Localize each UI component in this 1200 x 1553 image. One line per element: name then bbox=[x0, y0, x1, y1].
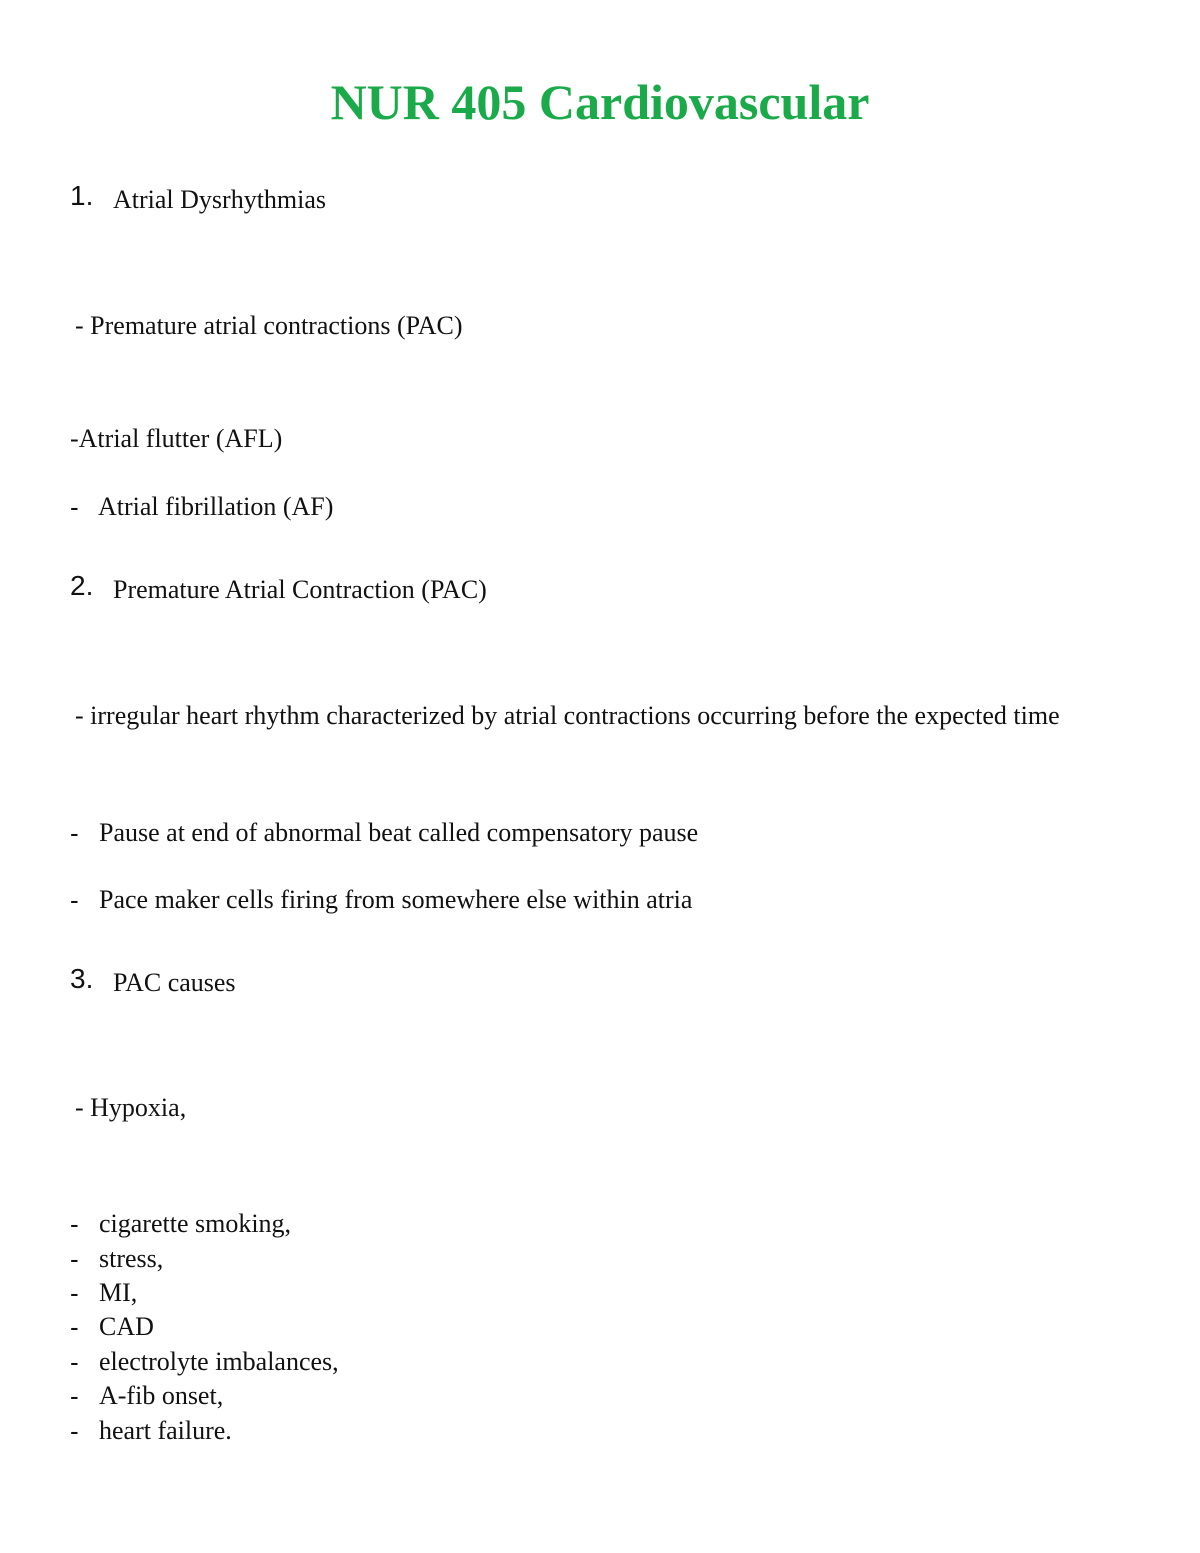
section-number: 1. bbox=[70, 180, 94, 211]
list-item: -Atrial flutter (AFL) bbox=[70, 424, 283, 453]
bullet-dash: - bbox=[70, 1278, 79, 1308]
bullet-dash: - bbox=[70, 1416, 79, 1446]
bullet-dash: - bbox=[70, 1347, 79, 1377]
bullet-dash: - bbox=[70, 818, 79, 848]
list-item: - Hypoxia, bbox=[75, 1093, 187, 1122]
list-item-text: electrolyte imbalances, bbox=[99, 1347, 339, 1376]
list-item-text: Atrial fibrillation (AF) bbox=[98, 492, 334, 521]
list-item-text: CAD bbox=[99, 1312, 154, 1341]
list-item-text: A-fib onset, bbox=[99, 1381, 224, 1410]
list-item: - Premature atrial contractions (PAC) bbox=[75, 311, 463, 340]
section-heading-text: PAC causes bbox=[113, 968, 236, 997]
bullet-dash: - bbox=[70, 492, 79, 522]
section-heading-text: Premature Atrial Contraction (PAC) bbox=[113, 575, 487, 604]
section-number: 2. bbox=[70, 570, 94, 601]
bullet-dash: - bbox=[70, 1381, 79, 1411]
list-item-text: stress, bbox=[99, 1244, 164, 1273]
document-title: NUR 405 Cardiovascular bbox=[330, 74, 870, 130]
bullet-dash: - bbox=[70, 1244, 79, 1274]
list-item-text: MI, bbox=[99, 1278, 138, 1307]
list-item-text: Pause at end of abnormal beat called compensatory pause bbox=[99, 818, 699, 847]
list-item-text: cigarette smoking, bbox=[99, 1209, 292, 1238]
bullet-dash: - bbox=[70, 1209, 79, 1239]
list-item-text: heart failure. bbox=[99, 1416, 232, 1445]
list-item-text: Pace maker cells firing from somewhere else within atria bbox=[99, 885, 693, 914]
bullet-dash: - bbox=[70, 1312, 79, 1342]
list-item: - irregular heart rhythm characterized by atrial contractions occurring before the expected time bbox=[75, 701, 1060, 730]
section-number: 3. bbox=[70, 963, 94, 994]
section-heading-text: Atrial Dysrhythmias bbox=[113, 185, 327, 214]
bullet-dash: - bbox=[70, 885, 79, 915]
